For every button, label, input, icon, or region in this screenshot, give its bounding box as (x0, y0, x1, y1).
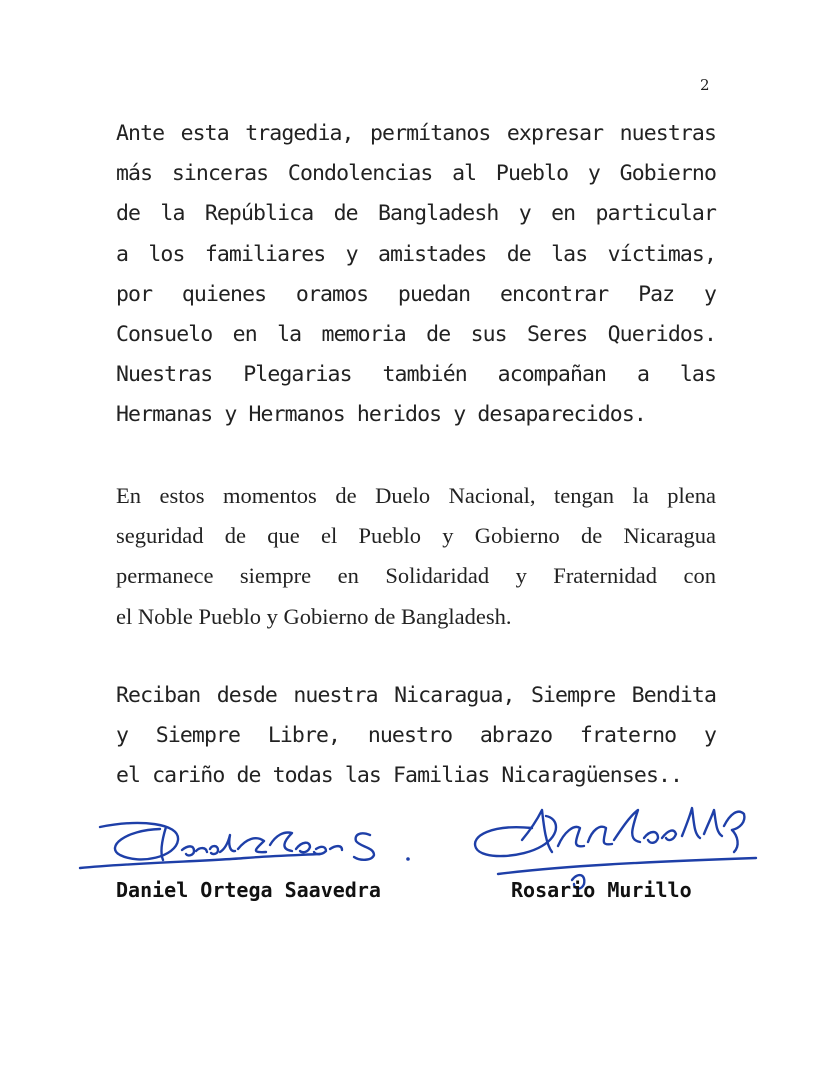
page-number: 2 (700, 76, 710, 94)
paragraph-line: Reciban desde nuestra Nicaragua, Siempre Bendita (116, 683, 716, 708)
signature-left (70, 805, 440, 885)
paragraph-line: Nuestras Plegarias también acompañan a las (116, 362, 716, 388)
signer-name-left: Daniel Ortega Saavedra (116, 878, 381, 902)
paragraph-line: por quienes oramos puedan encontrar Paz y (116, 281, 716, 307)
paragraph-line: y Siempre Libre, nuestro abrazo fraterno y (116, 723, 716, 749)
paragraph-line: a los familiares y amistades de las víctimas, (116, 241, 716, 267)
paragraph-line: de la República de Bangladesh y en particular (116, 201, 716, 227)
paragraph-line: Consuelo en la memoria de sus Seres Queridos. (116, 321, 716, 347)
paragraph-line: permanece siempre en Solidaridad y Fraternidad con (116, 563, 716, 589)
paragraph-condolences (116, 114, 716, 436)
paragraph-line: Hermanas y Hermanos heridos y desaparecidos. (116, 402, 646, 428)
paragraph-line: el Noble Pueblo y Gobierno de Bangladesh. (116, 603, 512, 629)
paragraph-line: En estos momentos de Duelo Nacional, tengan la plena (116, 483, 716, 508)
signer-name-right: Rosario Murillo (511, 878, 692, 902)
paragraph-line: seguridad de que el Pueblo y Gobierno de Nicaragua (116, 523, 716, 549)
paragraph-line: más sinceras Condolencias al Pueblo y Gobierno (116, 161, 716, 187)
paragraph-line: Ante esta tragedia, permítanos expresar nuestras (116, 121, 716, 146)
paragraph-greeting (116, 676, 716, 797)
paragraph-line: el cariño de todas las Familias Nicaragüenses.. (116, 763, 683, 789)
paragraph-solidarity (116, 476, 716, 637)
